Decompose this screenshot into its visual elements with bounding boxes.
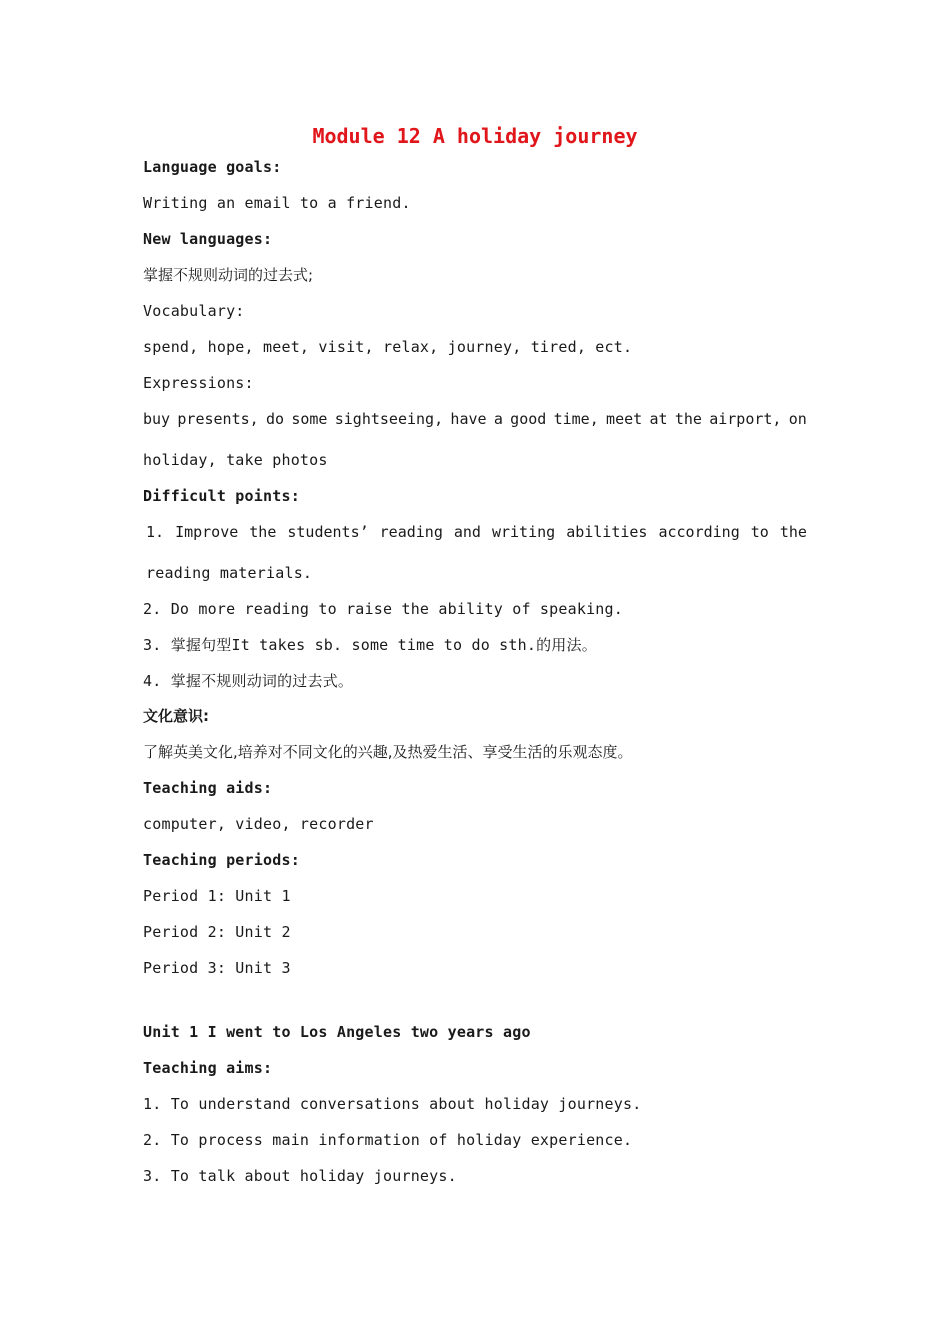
expr-word: the (674, 410, 702, 428)
teaching-aids-text: computer, video, recorder (143, 815, 374, 833)
teaching-aids-heading: Teaching aids: (143, 779, 273, 797)
document-title: Module 12 A holiday journey (312, 124, 638, 148)
expressions-heading: Expressions: (143, 374, 254, 392)
vocabulary-heading: Vocabulary: (143, 302, 245, 320)
expr-word: have (450, 410, 487, 428)
aim-3: 3. To talk about holiday journeys. (143, 1167, 457, 1185)
diff-word: to (750, 523, 769, 541)
expr-word: airport, (709, 410, 782, 428)
diff-word: the (779, 523, 807, 541)
diff-word: reading (379, 523, 443, 541)
expr-word: presents, (177, 410, 259, 428)
culture-heading: 文化意识: (143, 707, 209, 725)
expressions-line-1 (143, 409, 807, 429)
expr-word: time, (553, 410, 599, 428)
period-3: Period 3: Unit 3 (143, 959, 291, 977)
teaching-aims-heading: Teaching aims: (143, 1059, 273, 1077)
expressions-line-2: holiday, take photos (143, 451, 328, 469)
language-goals-text: Writing an email to a friend. (143, 194, 411, 212)
expr-word: good (510, 410, 547, 428)
diff-word: Improve (175, 523, 239, 541)
period-1: Period 1: Unit 1 (143, 887, 291, 905)
expr-word: a (493, 410, 503, 428)
diff-word: writing (491, 523, 556, 541)
expr-word: meet (606, 410, 643, 428)
diff-word: according (658, 523, 740, 541)
expr-word: at (649, 410, 668, 428)
new-languages-text: 掌握不规则动词的过去式; (143, 266, 314, 284)
difficult-point-1-line-1 (146, 522, 807, 542)
teaching-periods-heading: Teaching periods: (143, 851, 300, 869)
diff-word: the (249, 523, 277, 541)
difficult-point-2: 2. Do more reading to raise the ability of speaking. (143, 600, 623, 618)
expr-word: buy (143, 410, 171, 428)
difficult-point-4: 4. 掌握不规则动词的过去式。 (143, 672, 354, 690)
culture-text: 了解英美文化,培养对不同文化的兴趣,及热爱生活、享受生活的乐观态度。 (143, 743, 633, 761)
diff-word: students’ (287, 523, 369, 541)
aim-1: 1. To understand conversations about holiday journeys. (143, 1095, 642, 1113)
difficult-point-1-line-2: reading materials. (146, 564, 313, 582)
aim-2: 2. To process main information of holiday experience. (143, 1131, 633, 1149)
new-languages-heading: New languages: (143, 230, 273, 248)
difficult-points-heading: Difficult points: (143, 487, 300, 505)
diff-word: 1. (146, 523, 165, 541)
difficult-point-3: 3. 掌握句型It takes sb. some time to do sth.的用法。 (143, 636, 597, 654)
diff-word: abilities (566, 523, 648, 541)
unit-heading: Unit 1 I went to Los Angeles two years ago (143, 1023, 531, 1041)
period-2: Period 2: Unit 2 (143, 923, 291, 941)
language-goals-heading: Language goals: (143, 158, 282, 176)
expr-word: sightseeing, (334, 410, 444, 428)
expr-word: do (265, 410, 285, 428)
diff-word: and (453, 523, 481, 541)
expr-word: on (788, 410, 807, 428)
vocabulary-text: spend, hope, meet, visit, relax, journey, tired, ect. (143, 338, 633, 356)
expr-word: some (291, 410, 328, 428)
